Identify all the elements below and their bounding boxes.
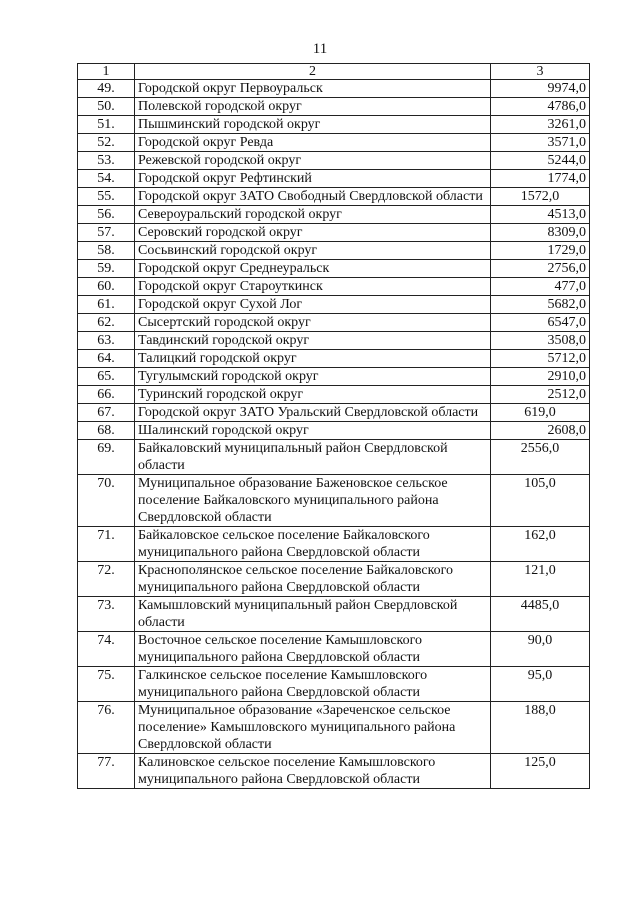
page-number: 11: [312, 41, 328, 57]
row-value: 5682,0: [491, 296, 590, 314]
row-name: Городской округ Ревда: [135, 134, 491, 152]
row-value: 6547,0: [491, 314, 590, 332]
row-name: Туринский городской округ: [135, 386, 491, 404]
header-col-3: 3: [491, 64, 590, 80]
table-row: [78, 170, 590, 188]
table-row: [78, 188, 590, 206]
table-row: [78, 260, 590, 278]
row-name: Городской округ Староуткинск: [135, 278, 491, 296]
row-name: Североуральский городской округ: [135, 206, 491, 224]
row-value: 2512,0: [491, 386, 590, 404]
row-name: Талицкий городской округ: [135, 350, 491, 368]
row-number: 52.: [78, 134, 135, 152]
row-number: 74.: [78, 632, 135, 667]
table-row: [78, 314, 590, 332]
table-row: [78, 134, 590, 152]
table-row: [78, 754, 590, 789]
row-number: 68.: [78, 422, 135, 440]
row-name: Тавдинский городской округ: [135, 332, 491, 350]
row-name: Муниципальное образование Баженовское сельское поселение Байкаловского муниципального района Свердловской области: [135, 475, 491, 527]
row-number: 51.: [78, 116, 135, 134]
row-name: Серовский городской округ: [135, 224, 491, 242]
row-value: 3571,0: [491, 134, 590, 152]
row-value: 3508,0: [491, 332, 590, 350]
data-table: [77, 63, 590, 789]
table-row: [78, 116, 590, 134]
header-col-1: 1: [78, 64, 135, 80]
row-name: Муниципальное образование «Зареченское сельское поселение» Камышловского муниципального района Свердловской области: [135, 702, 491, 754]
row-value: 8309,0: [491, 224, 590, 242]
row-value: 2556,0: [491, 440, 590, 475]
table-row: [78, 527, 590, 562]
row-value: 1774,0: [491, 170, 590, 188]
row-value: 3261,0: [491, 116, 590, 134]
row-name: Городской округ Первоуральск: [135, 80, 491, 98]
row-name: Городской округ ЗАТО Свободный Свердловской области: [135, 188, 491, 206]
row-value: 4513,0: [491, 206, 590, 224]
row-name: Полевской городской округ: [135, 98, 491, 116]
table-row: [78, 667, 590, 702]
row-value: 125,0: [491, 754, 590, 789]
row-number: 66.: [78, 386, 135, 404]
row-value: 5244,0: [491, 152, 590, 170]
table-row: [78, 296, 590, 314]
row-value: 619,0: [491, 404, 590, 422]
row-name: Галкинское сельское поселение Камышловского муниципального района Свердловской области: [135, 667, 491, 702]
row-number: 54.: [78, 170, 135, 188]
row-value: 4786,0: [491, 98, 590, 116]
row-number: 61.: [78, 296, 135, 314]
row-name: Городской округ Среднеуральск: [135, 260, 491, 278]
table-row: [78, 80, 590, 98]
table-row: [78, 404, 590, 422]
row-value: 162,0: [491, 527, 590, 562]
row-value: 2756,0: [491, 260, 590, 278]
table-row: [78, 475, 590, 527]
row-value: 90,0: [491, 632, 590, 667]
row-number: 57.: [78, 224, 135, 242]
row-value: 1729,0: [491, 242, 590, 260]
row-value: 9974,0: [491, 80, 590, 98]
row-number: 59.: [78, 260, 135, 278]
row-value: 4485,0: [491, 597, 590, 632]
table-row: [78, 386, 590, 404]
row-name: Восточное сельское поселение Камышловского муниципального района Свердловской области: [135, 632, 491, 667]
row-name: Краснополянское сельское поселение Байкаловского муниципального района Свердловской области: [135, 562, 491, 597]
row-number: 49.: [78, 80, 135, 98]
row-name: Камышловский муниципальный район Свердловской области: [135, 597, 491, 632]
row-number: 64.: [78, 350, 135, 368]
row-name: Пышминский городской округ: [135, 116, 491, 134]
table-row: [78, 242, 590, 260]
row-name: Шалинский городской округ: [135, 422, 491, 440]
row-number: 71.: [78, 527, 135, 562]
row-number: 60.: [78, 278, 135, 296]
table-row: [78, 702, 590, 754]
row-number: 67.: [78, 404, 135, 422]
row-value: 1572,0: [491, 188, 590, 206]
row-number: 63.: [78, 332, 135, 350]
row-value: 477,0: [491, 278, 590, 296]
row-name: Сосьвинский городской округ: [135, 242, 491, 260]
row-value: 2910,0: [491, 368, 590, 386]
row-value: 105,0: [491, 475, 590, 527]
row-value: 2608,0: [491, 422, 590, 440]
row-name: Городской округ Рефтинский: [135, 170, 491, 188]
row-value: 5712,0: [491, 350, 590, 368]
row-number: 55.: [78, 188, 135, 206]
row-number: 56.: [78, 206, 135, 224]
row-value: 188,0: [491, 702, 590, 754]
table-header-row: [78, 64, 590, 80]
table-row: [78, 597, 590, 632]
row-number: 70.: [78, 475, 135, 527]
row-number: 76.: [78, 702, 135, 754]
row-number: 77.: [78, 754, 135, 789]
row-number: 73.: [78, 597, 135, 632]
table-row: [78, 368, 590, 386]
table-row: [78, 562, 590, 597]
row-name: Байкаловский муниципальный район Свердловской области: [135, 440, 491, 475]
table-row: [78, 632, 590, 667]
row-number: 50.: [78, 98, 135, 116]
table-row: [78, 224, 590, 242]
row-number: 65.: [78, 368, 135, 386]
table-row: [78, 98, 590, 116]
table-row: [78, 278, 590, 296]
row-value: 121,0: [491, 562, 590, 597]
row-value: 95,0: [491, 667, 590, 702]
row-number: 75.: [78, 667, 135, 702]
table-row: [78, 332, 590, 350]
row-name: Сысертский городской округ: [135, 314, 491, 332]
table-row: [78, 350, 590, 368]
row-number: 72.: [78, 562, 135, 597]
table-row: [78, 206, 590, 224]
row-number: 53.: [78, 152, 135, 170]
header-col-2: 2: [135, 64, 491, 80]
row-name: Городской округ ЗАТО Уральский Свердловской области: [135, 404, 491, 422]
row-name: Байкаловское сельское поселение Байкаловского муниципального района Свердловской области: [135, 527, 491, 562]
table-row: [78, 152, 590, 170]
table-row: [78, 422, 590, 440]
row-name: Тугулымский городской округ: [135, 368, 491, 386]
row-name: Городской округ Сухой Лог: [135, 296, 491, 314]
row-name: Калиновское сельское поселение Камышловского муниципального района Свердловской области: [135, 754, 491, 789]
table-row: [78, 440, 590, 475]
row-number: 69.: [78, 440, 135, 475]
row-name: Режевской городской округ: [135, 152, 491, 170]
row-number: 62.: [78, 314, 135, 332]
row-number: 58.: [78, 242, 135, 260]
